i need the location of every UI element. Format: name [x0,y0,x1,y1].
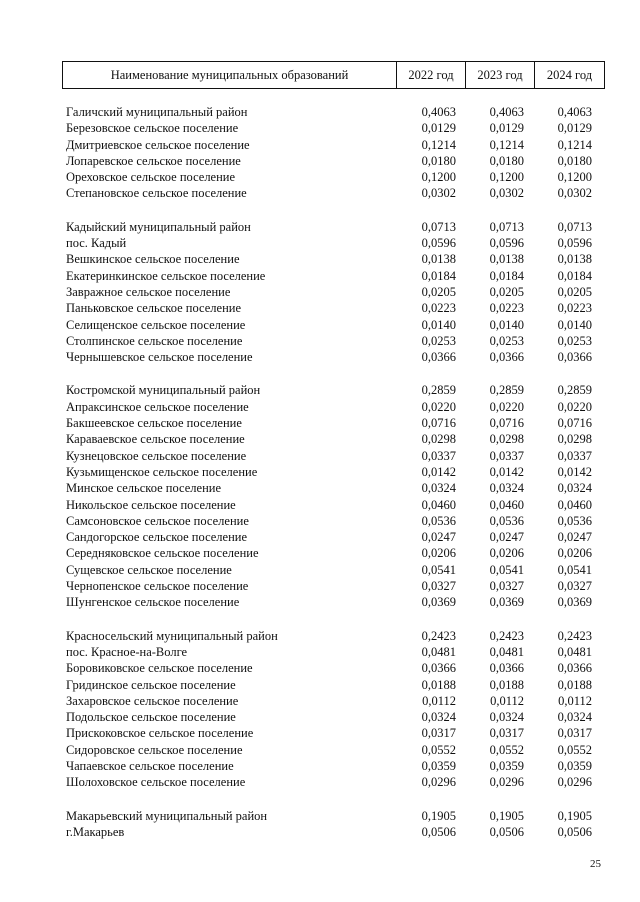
row-name: Караваевское сельское поселение [66,432,245,447]
value-2022: 0,0296 [421,775,456,790]
settlement-row [66,464,606,480]
district-row [66,219,606,235]
settlement-row [66,529,606,545]
value-2023: 0,0366 [489,661,524,676]
value-2023: 0,0317 [489,726,524,741]
value-2024: 0,1200 [557,170,592,185]
settlement-row [66,660,606,676]
value-2022: 0,0324 [421,710,456,725]
value-2024: 0,0205 [557,284,592,299]
row-name: Боровиковское сельское поселение [66,661,253,676]
settlement-row [66,415,606,431]
value-2023: 0,0366 [489,350,524,365]
value-2023: 0,0138 [489,252,524,267]
value-2023: 0,0713 [489,219,524,234]
settlement-row [66,284,606,300]
value-2023: 0,0327 [489,579,524,594]
settlement-row [66,578,606,594]
settlement-row [66,480,606,496]
value-2022: 0,0206 [421,546,456,561]
value-2024: 0,0324 [557,710,592,725]
value-2023: 0,0552 [489,742,524,757]
row-name: Макарьевский муниципальный район [66,808,268,823]
row-name: Кузьмищенское сельское поселение [66,464,258,479]
value-2024: 0,0206 [557,546,592,561]
value-2024: 0,2859 [557,383,592,398]
value-2022: 0,0112 [422,693,456,708]
row-name: Сидоровское сельское поселение [66,742,243,757]
value-2024: 0,0142 [557,464,592,479]
header-year-2023: 2023 год [466,62,535,89]
settlement-row [66,185,606,201]
value-2023: 0,2423 [489,628,524,643]
value-2022: 0,0366 [421,350,456,365]
page-number: 25 [590,858,601,870]
value-2024: 0,0180 [557,153,592,168]
row-name: Галичский муниципальный район [66,105,248,119]
value-2022: 0,0180 [421,153,456,168]
value-2022: 0,0327 [421,579,456,594]
value-2024: 0,0223 [557,301,592,316]
value-2022: 0,0460 [421,497,456,512]
row-name: Селищенское сельское поселение [66,317,246,332]
value-2023: 0,0180 [489,153,524,168]
value-2022: 0,1200 [421,170,456,185]
value-2022: 0,2423 [421,628,456,643]
value-2024: 0,0302 [557,186,592,201]
settlement-row [66,317,606,333]
value-2022: 0,4063 [421,105,456,119]
value-2024: 0,0552 [557,742,592,757]
value-2023: 0,0129 [489,121,524,136]
row-name: Екатеринкинское сельское поселение [66,268,266,283]
value-2023: 0,2859 [489,383,524,398]
district-row [66,104,606,120]
value-2022: 0,0366 [421,661,456,676]
row-name: Чернышевское сельское поселение [66,350,253,365]
value-2024: 0,0298 [557,432,592,447]
settlement-row [66,677,606,693]
value-2022: 0,0506 [421,824,456,839]
header-name-column: Наименование муниципальных образований [63,62,397,89]
row-name: Березовское сельское поселение [66,121,239,136]
value-2023: 0,0596 [489,236,524,251]
settlement-row [66,137,606,153]
value-2024: 0,0296 [557,775,592,790]
value-2023: 0,0142 [489,464,524,479]
value-2023: 0,0112 [490,693,524,708]
municipality-group [66,808,606,841]
row-name: Никольское сельское поселение [66,497,236,512]
value-2022: 0,0220 [421,399,456,414]
district-row [66,382,606,398]
value-2024: 0,0327 [557,579,592,594]
row-name: Середняковское сельское поселение [66,546,259,561]
settlement-row [66,448,606,464]
district-row [66,628,606,644]
row-name: г.Макарьев [66,824,125,839]
value-2023: 0,0296 [489,775,524,790]
value-2024: 0,1905 [557,808,592,823]
row-name: Чернопенское сельское поселение [66,579,249,594]
value-2023: 0,0460 [489,497,524,512]
row-name: Захаровское сельское поселение [66,693,239,708]
value-2022: 0,0716 [421,416,456,431]
value-2022: 0,0596 [421,236,456,251]
row-name: Кузнецовское сельское поселение [66,448,247,463]
row-name: Ореховское сельское поселение [66,170,236,185]
value-2024: 0,0366 [557,661,592,676]
table-header [62,61,605,89]
value-2023: 0,0298 [489,432,524,447]
value-2023: 0,4063 [489,105,524,119]
value-2024: 0,0536 [557,513,592,528]
settlement-row [66,594,606,610]
value-2023: 0,0324 [489,710,524,725]
settlement-row [66,644,606,660]
value-2024: 0,0253 [557,333,592,348]
settlement-row [66,545,606,561]
value-2022: 0,1905 [421,808,456,823]
value-2023: 0,0220 [489,399,524,414]
row-name: Завражное сельское поселение [66,284,231,299]
settlement-row [66,742,606,758]
value-2024: 0,0140 [557,317,592,332]
value-2022: 0,0337 [421,448,456,463]
settlement-row [66,431,606,447]
value-2022: 0,0205 [421,284,456,299]
value-2022: 0,0129 [421,121,456,136]
value-2022: 0,0138 [421,252,456,267]
row-name: Сущевское сельское поселение [66,562,232,577]
row-name: пос. Красное-на-Волге [66,644,188,659]
settlement-row [66,268,606,284]
value-2024: 0,0317 [557,726,592,741]
settlement-row [66,399,606,415]
settlement-row [66,693,606,709]
value-2024: 0,0247 [557,530,592,545]
value-2023: 0,1214 [489,137,524,152]
row-name: Гридинское сельское поселение [66,677,236,692]
value-2022: 0,0481 [421,644,456,659]
value-2023: 0,0247 [489,530,524,545]
value-2022: 0,0302 [421,186,456,201]
value-2023: 0,0253 [489,333,524,348]
row-name: Чапаевское сельское поселение [66,758,234,773]
value-2023: 0,0481 [489,644,524,659]
row-name: Подольское сельское поселение [66,710,236,725]
row-name: Бакшеевское сельское поселение [66,416,242,431]
settlement-row [66,349,606,365]
row-name: Костромской муниципальный район [66,383,261,398]
header-year-2022: 2022 год [397,62,466,89]
value-2024: 0,0713 [557,219,592,234]
settlement-row [66,709,606,725]
row-name: Самсоновское сельское поселение [66,513,249,528]
value-2024: 0,0716 [557,416,592,431]
table-body [66,104,606,857]
settlement-row [66,153,606,169]
settlement-row [66,824,606,840]
municipality-group [66,104,606,202]
row-name: Шолоховское сельское поселение [66,775,246,790]
row-name: Шунгенское сельское поселение [66,595,240,610]
value-2024: 0,0220 [557,399,592,414]
value-2024: 0,0112 [558,693,592,708]
value-2023: 0,0223 [489,301,524,316]
value-2023: 0,1905 [489,808,524,823]
settlement-row [66,513,606,529]
value-2022: 0,0253 [421,333,456,348]
settlement-row [66,251,606,267]
value-2022: 0,0247 [421,530,456,545]
settlement-row [66,333,606,349]
value-2023: 0,0536 [489,513,524,528]
value-2024: 0,0324 [557,481,592,496]
value-2024: 0,0129 [557,121,592,136]
row-name: Апраксинское сельское поселение [66,399,249,414]
settlement-row [66,774,606,790]
value-2022: 0,1214 [421,137,456,152]
row-name: Паньковское сельское поселение [66,301,242,316]
municipality-group [66,382,606,610]
value-2023: 0,0206 [489,546,524,561]
value-2022: 0,0552 [421,742,456,757]
value-2022: 0,0324 [421,481,456,496]
municipality-group [66,219,606,366]
value-2024: 0,0188 [557,677,592,692]
value-2023: 0,0324 [489,481,524,496]
value-2024: 0,0337 [557,448,592,463]
value-2024: 0,0359 [557,758,592,773]
municipality-group [66,628,606,791]
settlement-row [66,758,606,774]
row-name: Минское сельское поселение [66,481,222,496]
row-name: Степановское сельское поселение [66,186,247,201]
row-name: пос. Кадый [66,236,127,251]
value-2024: 0,0184 [557,268,592,283]
value-2022: 0,0369 [421,595,456,610]
value-2022: 0,0713 [421,219,456,234]
row-name: Вешкинское сельское поселение [66,252,240,267]
value-2023: 0,0205 [489,284,524,299]
value-2023: 0,0506 [489,824,524,839]
value-2024: 0,0541 [557,562,592,577]
settlement-row [66,120,606,136]
row-name: Прискоковское сельское поселение [66,726,254,741]
value-2024: 0,0596 [557,236,592,251]
value-2022: 0,2859 [421,383,456,398]
settlement-row [66,235,606,251]
value-2024: 0,1214 [557,137,592,152]
value-2023: 0,0140 [489,317,524,332]
value-2022: 0,0188 [421,677,456,692]
value-2022: 0,0142 [421,464,456,479]
value-2022: 0,0298 [421,432,456,447]
value-2022: 0,0223 [421,301,456,316]
value-2022: 0,0359 [421,758,456,773]
value-2024: 0,2423 [557,628,592,643]
settlement-row [66,300,606,316]
value-2024: 0,0138 [557,252,592,267]
value-2023: 0,0302 [489,186,524,201]
settlement-row [66,169,606,185]
header-row [63,62,605,89]
value-2024: 0,4063 [557,105,592,119]
value-2022: 0,0184 [421,268,456,283]
value-2024: 0,0369 [557,595,592,610]
value-2024: 0,0366 [557,350,592,365]
value-2023: 0,0337 [489,448,524,463]
value-2024: 0,0460 [557,497,592,512]
row-name: Сандогорское сельское поселение [66,530,248,545]
value-2022: 0,0140 [421,317,456,332]
value-2023: 0,0188 [489,677,524,692]
settlement-row [66,497,606,513]
value-2023: 0,0716 [489,416,524,431]
value-2023: 0,1200 [489,170,524,185]
value-2023: 0,0369 [489,595,524,610]
row-name: Столпинское сельское поселение [66,333,243,348]
value-2022: 0,0317 [421,726,456,741]
row-name: Кадыйский муниципальный район [66,219,251,234]
row-name: Лопаревское сельское поселение [66,153,241,168]
header-year-2024: 2024 год [535,62,605,89]
value-2023: 0,0359 [489,758,524,773]
value-2023: 0,0541 [489,562,524,577]
settlement-row [66,562,606,578]
row-name: Дмитриевское сельское поселение [66,137,250,152]
value-2023: 0,0184 [489,268,524,283]
row-name: Красносельский муниципальный район [66,628,278,643]
settlement-row [66,725,606,741]
value-2024: 0,0506 [557,824,592,839]
value-2022: 0,0541 [421,562,456,577]
district-row [66,808,606,824]
value-2022: 0,0536 [421,513,456,528]
value-2024: 0,0481 [557,644,592,659]
